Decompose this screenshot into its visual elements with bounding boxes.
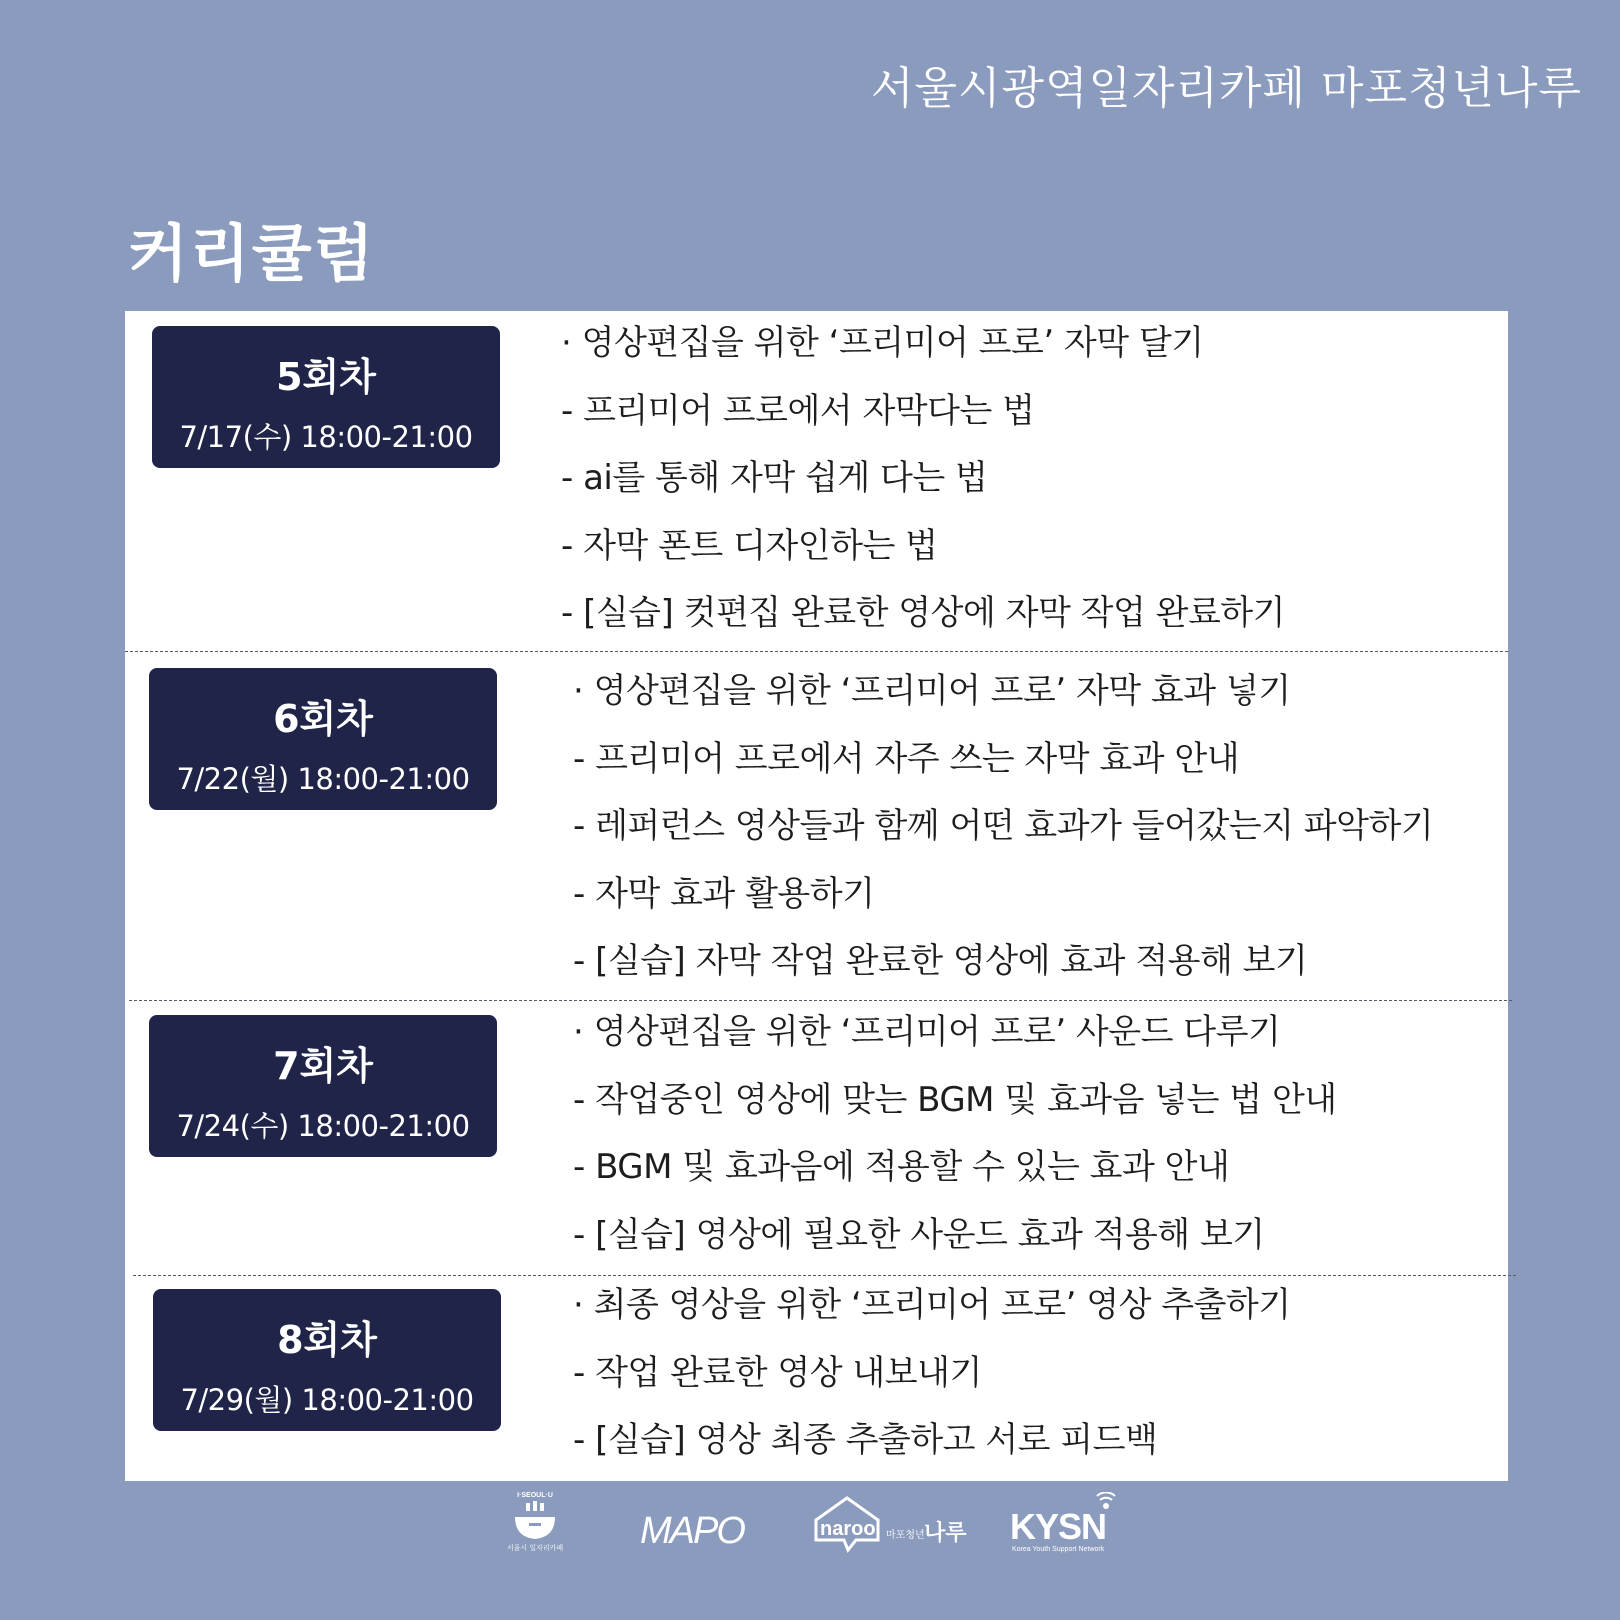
list-item: - 작업 완료한 영상 내보내기 [573, 1352, 982, 1393]
kysn-logo-subtext: Korea Youth Support Network [1012, 1546, 1105, 1553]
session-date: 7/17(수) 18:00-21:00 [179, 420, 473, 454]
list-item: - 작업중인 영상에 맞는 BGM 및 효과음 넣는 법 안내 [573, 1079, 1337, 1120]
mapo-logo [640, 1510, 744, 1553]
session-title: 5회차 [276, 355, 376, 399]
naroo-logo-text: naroo [820, 1518, 876, 1540]
kysn-logo [1010, 1492, 1120, 1556]
session-items-6 [573, 671, 1433, 1009]
list-item: · 영상편집을 위한 ‘프리미어 프로’ 사운드 다루기 [573, 1012, 1281, 1052]
list-item: - 레퍼런스 영상들과 함께 어떤 효과가 들어갔는지 파악하기 [573, 806, 1434, 846]
list-item: · 영상편집을 위한 ‘프리미어 프로’ 자막 달기 [561, 323, 1204, 363]
list-item: - 자막 효과 활용하기 [573, 873, 875, 914]
session-date: 7/24(수) 18:00-21:00 [176, 1109, 470, 1143]
list-item: - 프리미어 프로에서 자주 쓰는 자막 효과 안내 [573, 738, 1240, 779]
kysn-logo-text: KYSN [1010, 1506, 1107, 1547]
session-title: 8회차 [277, 1318, 377, 1362]
session-badge-5 [152, 326, 500, 468]
session-title: 6회차 [273, 697, 373, 741]
seoul-logo-top-text: I·SEOUL·U [517, 1492, 553, 1499]
session-items-7 [573, 1012, 1337, 1282]
naroo-logo [812, 1494, 972, 1554]
session-items-8 [573, 1285, 1291, 1488]
bowl-icon [505, 1499, 565, 1543]
list-item: - [실습] 자막 작업 완료한 영상에 효과 적용해 보기 [573, 941, 1308, 981]
naroo-logo-big-text: 나루 [924, 1521, 967, 1546]
session-items-5 [561, 323, 1285, 661]
naroo-logo-small-text: 마포청년 [886, 1530, 925, 1541]
list-item: - BGM 및 효과음에 적용할 수 있는 효과 안내 [573, 1147, 1230, 1187]
footer-logos [0, 1492, 1620, 1562]
list-item: - 프리미어 프로에서 자막다는 법 [561, 390, 1035, 431]
list-item: - [실습] 컷편집 완료한 영상에 자막 작업 완료하기 [561, 593, 1285, 633]
curriculum-panel [125, 311, 1508, 1481]
seoul-job-cafe-logo [505, 1492, 565, 1562]
section-divider [129, 1000, 1512, 1001]
list-item: - 자막 폰트 디자인하는 법 [561, 525, 938, 566]
session-badge-8 [153, 1289, 501, 1431]
org-name: 서울시광역일자리카페 마포청년나루 [870, 63, 1582, 114]
list-item: - ai를 통해 자막 쉽게 다는 법 [561, 458, 988, 498]
session-badge-6 [149, 668, 497, 810]
session-title: 7회차 [273, 1044, 373, 1088]
session-date: 7/22(월) 18:00-21:00 [176, 762, 470, 796]
session-badge-7 [149, 1015, 497, 1157]
section-divider [133, 1275, 1516, 1276]
seoul-logo-bottom-text: 서울시 일자리카페 [506, 1544, 564, 1552]
section-divider [125, 651, 1508, 652]
list-item: · 영상편집을 위한 ‘프리미어 프로’ 자막 효과 넣기 [573, 671, 1291, 711]
page-title: 커리큘럼 [128, 217, 376, 290]
list-item: - [실습] 영상 최종 추출하고 서로 피드백 [573, 1420, 1158, 1460]
mapo-logo-text: MAPO [640, 1510, 744, 1552]
session-date: 7/29(월) 18:00-21:00 [180, 1383, 474, 1417]
list-item: · 최종 영상을 위한 ‘프리미어 프로’ 영상 추출하기 [573, 1285, 1291, 1325]
list-item: - [실습] 영상에 필요한 사운드 효과 적용해 보기 [573, 1214, 1265, 1255]
